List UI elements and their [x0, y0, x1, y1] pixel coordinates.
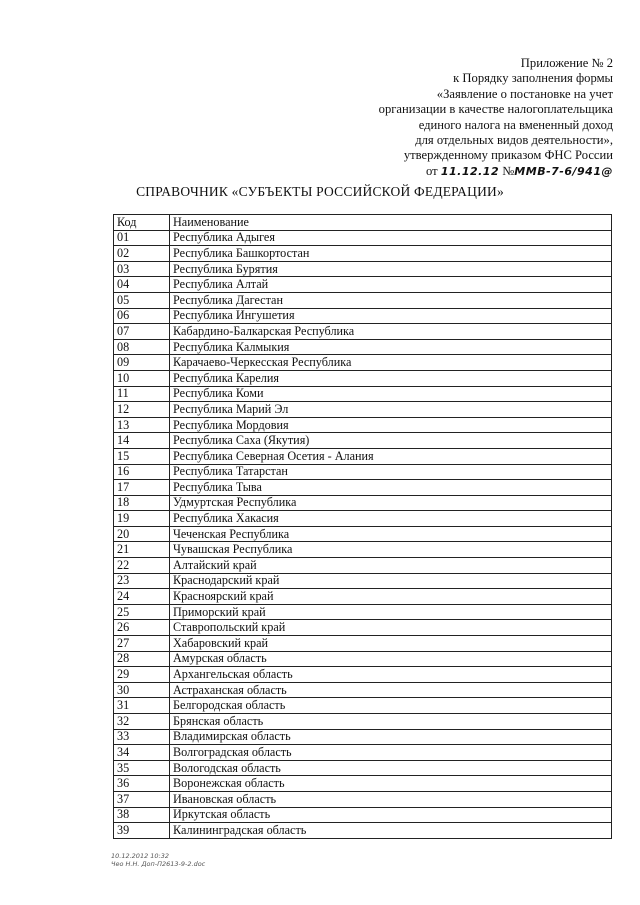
table-row [114, 370, 612, 386]
region-code: 04 [114, 277, 170, 293]
region-code: 02 [114, 246, 170, 262]
region-code: 21 [114, 542, 170, 558]
region-name: Алтайский край [170, 558, 612, 574]
page-title: СПРАВОЧНИК «СУБЪЕКТЫ РОССИЙСКОЙ ФЕДЕРАЦИИ» [136, 184, 504, 199]
appendix-header [253, 56, 613, 179]
table-row [114, 776, 612, 792]
table-row [114, 324, 612, 340]
region-name: Иркутская область [170, 807, 612, 823]
table-row [114, 823, 612, 839]
region-code: 38 [114, 807, 170, 823]
region-name: Республика Хакасия [170, 511, 612, 527]
region-code: 36 [114, 776, 170, 792]
region-code: 32 [114, 714, 170, 730]
region-code: 11 [114, 386, 170, 402]
table-row [114, 542, 612, 558]
table-header-row [114, 215, 612, 231]
table-row [114, 651, 612, 667]
table-row [114, 355, 612, 371]
region-code: 23 [114, 573, 170, 589]
table-row [114, 417, 612, 433]
region-name: Республика Дагестан [170, 292, 612, 308]
region-code: 37 [114, 791, 170, 807]
region-code: 07 [114, 324, 170, 340]
table-row [114, 495, 612, 511]
table-row [114, 760, 612, 776]
table-row [114, 292, 612, 308]
region-code: 05 [114, 292, 170, 308]
table-row [114, 636, 612, 652]
region-code: 24 [114, 589, 170, 605]
region-name: Республика Алтай [170, 277, 612, 293]
region-name: Ивановская область [170, 791, 612, 807]
region-code: 20 [114, 526, 170, 542]
table-row [114, 558, 612, 574]
table-row [114, 791, 612, 807]
region-name: Приморский край [170, 604, 612, 620]
appendix-reference-line: к Порядку заполнения формы [453, 71, 613, 86]
region-name: Архангельская область [170, 667, 612, 683]
appendix-reference-line: «Заявление о постановке на учет [436, 86, 613, 101]
region-code: 10 [114, 370, 170, 386]
table-row [114, 277, 612, 293]
appendix-reference-line: для отдельных видов деятельности», [415, 133, 613, 148]
region-name: Ставропольский край [170, 620, 612, 636]
table-row [114, 511, 612, 527]
region-code: 27 [114, 636, 170, 652]
table-row [114, 698, 612, 714]
table-row [114, 261, 612, 277]
table-row [114, 246, 612, 262]
region-name: Республика Адыгея [170, 230, 612, 246]
order-date: 11.12.12 [440, 164, 500, 178]
region-name: Калининградская область [170, 823, 612, 839]
region-code: 01 [114, 230, 170, 246]
order-number: ММВ-7-6/941@ [514, 164, 613, 178]
region-name: Краснодарский край [170, 573, 612, 589]
appendix-reference-line: организации в качестве налогоплательщика [378, 102, 613, 117]
order-number-prefix: № [502, 163, 515, 178]
region-name: Владимирская область [170, 729, 612, 745]
region-name: Чувашская Республика [170, 542, 612, 558]
table-row [114, 433, 612, 449]
region-name: Волгоградская область [170, 745, 612, 761]
table-row [114, 807, 612, 823]
table-row [114, 464, 612, 480]
order-line [253, 164, 613, 179]
region-name: Республика Саха (Якутия) [170, 433, 612, 449]
region-code: 03 [114, 261, 170, 277]
region-code: 13 [114, 417, 170, 433]
region-code: 14 [114, 433, 170, 449]
footer-line: 10.12.2012 10:32 [111, 852, 170, 860]
table-row [114, 667, 612, 683]
region-code: 28 [114, 651, 170, 667]
region-code: 29 [114, 667, 170, 683]
table-row [114, 526, 612, 542]
region-code: 30 [114, 682, 170, 698]
region-code: 39 [114, 823, 170, 839]
region-code: 34 [114, 745, 170, 761]
region-code: 31 [114, 698, 170, 714]
table-row [114, 620, 612, 636]
region-code: 26 [114, 620, 170, 636]
appendix-number: Приложение № 2 [520, 56, 613, 70]
table-row [114, 745, 612, 761]
region-code: 35 [114, 760, 170, 776]
region-name: Брянская область [170, 714, 612, 730]
region-name: Астраханская область [170, 682, 612, 698]
region-name: Республика Бурятия [170, 261, 612, 277]
region-name: Воронежская область [170, 776, 612, 792]
region-code: 19 [114, 511, 170, 527]
region-code: 15 [114, 448, 170, 464]
table-row [114, 604, 612, 620]
table-row [114, 589, 612, 605]
footer-line: Чео Н.Н. Доп-П2613-9-2.doc [111, 860, 206, 868]
region-name: Белгородская область [170, 698, 612, 714]
region-code: 06 [114, 308, 170, 324]
region-name: Республика Северная Осетия - Алания [170, 448, 612, 464]
region-name: Амурская область [170, 651, 612, 667]
region-name: Республика Мордовия [170, 417, 612, 433]
region-name: Республика Марий Эл [170, 402, 612, 418]
table-body [114, 230, 612, 838]
region-code: 09 [114, 355, 170, 371]
region-name: Чеченская Республика [170, 526, 612, 542]
region-name: Республика Калмыкия [170, 339, 612, 355]
region-name: Республика Ингушетия [170, 308, 612, 324]
appendix-reference-line: утвержденному приказом ФНС России [403, 148, 613, 163]
region-name: Удмуртская Республика [170, 495, 612, 511]
column-header-code: Код [114, 215, 170, 231]
region-code: 16 [114, 464, 170, 480]
table-row [114, 339, 612, 355]
appendix-reference-line: единого налога на вмененный доход [418, 117, 613, 132]
region-name: Республика Башкортостан [170, 246, 612, 262]
region-code: 25 [114, 604, 170, 620]
table-row [114, 402, 612, 418]
region-name: Республика Коми [170, 386, 612, 402]
regions-table [113, 214, 612, 839]
region-name: Хабаровский край [170, 636, 612, 652]
region-code: 33 [114, 729, 170, 745]
file-footer [111, 852, 205, 868]
region-name: Республика Татарстан [170, 464, 612, 480]
region-name: Республика Тыва [170, 480, 612, 496]
region-code: 12 [114, 402, 170, 418]
region-name: Кабардино-Балкарская Республика [170, 324, 612, 340]
table-row [114, 714, 612, 730]
column-header-name: Наименование [170, 215, 612, 231]
order-prefix: от [426, 163, 438, 178]
region-code: 18 [114, 495, 170, 511]
table-row [114, 230, 612, 246]
table-row [114, 448, 612, 464]
region-name: Карачаево-Черкесская Республика [170, 355, 612, 371]
table-row [114, 682, 612, 698]
region-code: 22 [114, 558, 170, 574]
region-code: 17 [114, 480, 170, 496]
region-name: Вологодская область [170, 760, 612, 776]
table-row [114, 573, 612, 589]
table-row [114, 729, 612, 745]
table-row [114, 386, 612, 402]
region-code: 08 [114, 339, 170, 355]
region-name: Красноярский край [170, 589, 612, 605]
region-name: Республика Карелия [170, 370, 612, 386]
table-row [114, 308, 612, 324]
table-row [114, 480, 612, 496]
